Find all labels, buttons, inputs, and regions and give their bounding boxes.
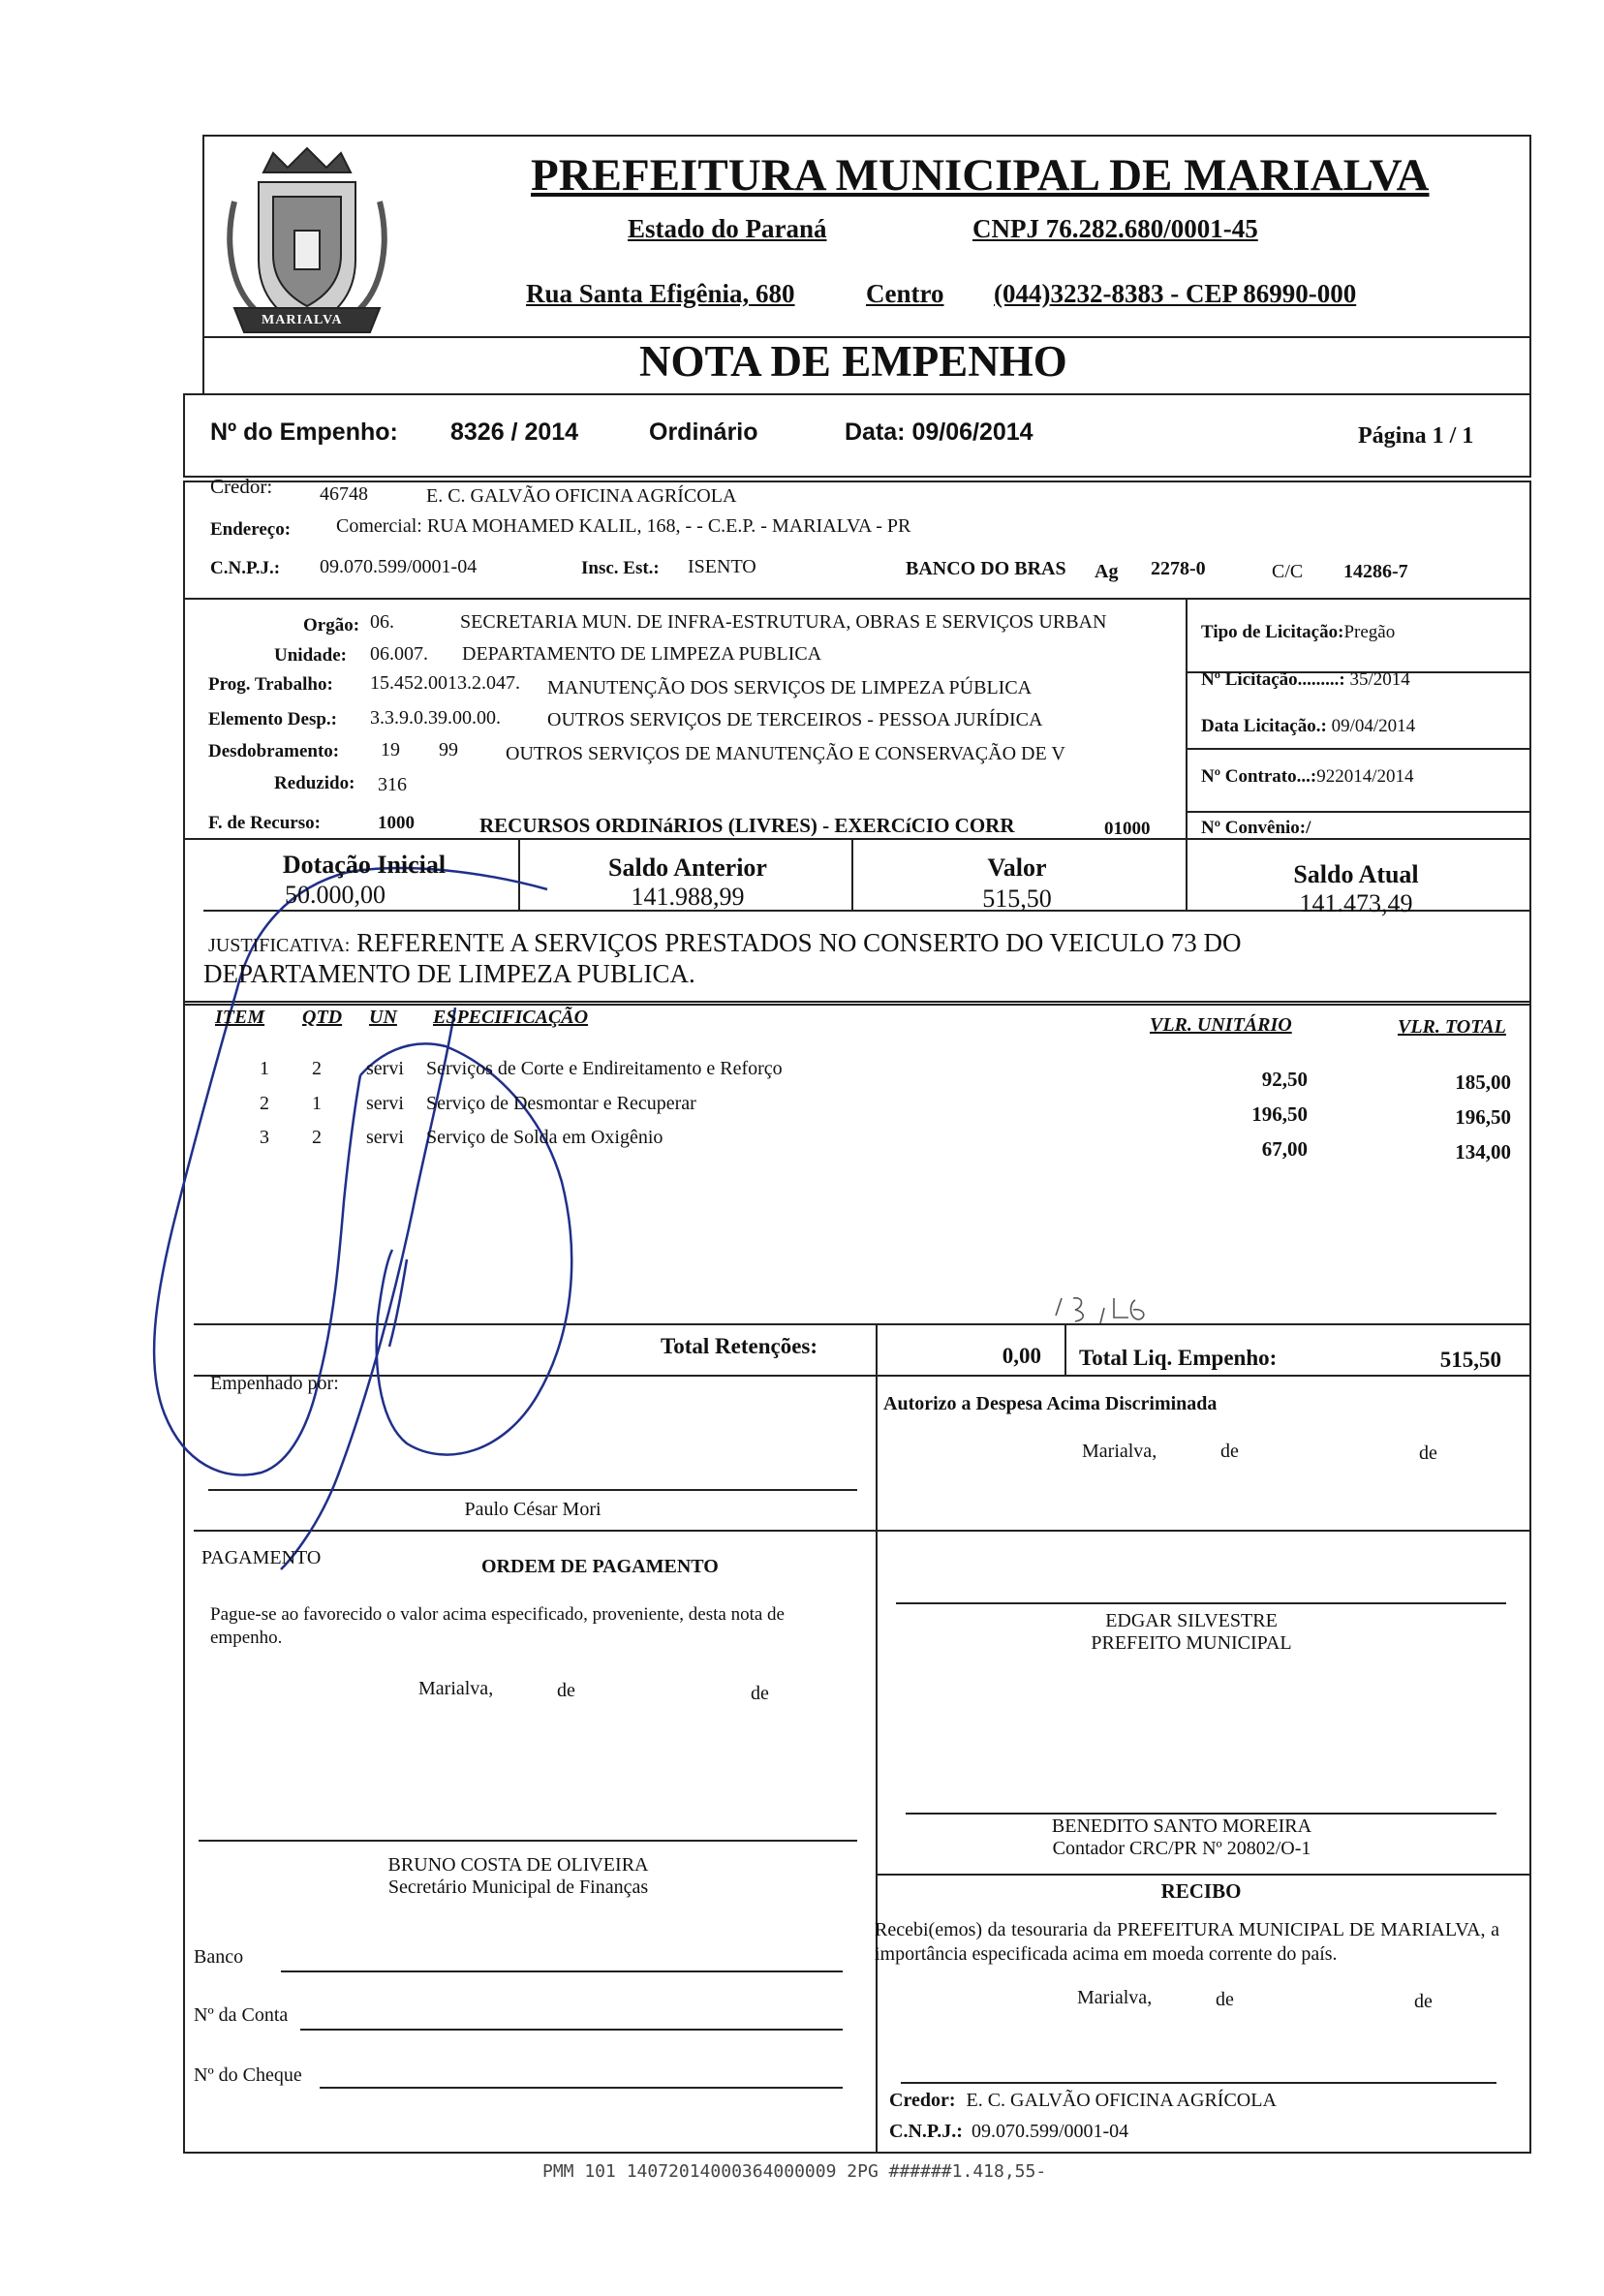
desd-code2: 99	[439, 739, 458, 760]
credor-label: Credor:	[210, 475, 273, 498]
insc-label: Insc. Est.:	[581, 558, 660, 578]
credor-code: 46748	[320, 483, 368, 505]
municipal-crest-logo	[215, 143, 399, 337]
row-qtd: 2	[312, 1058, 322, 1079]
unidade-name: DEPARTAMENTO DE LIMPEZA PUBLICA	[462, 643, 822, 665]
ordem-pagamento-title: ORDEM DE PAGAMENTO	[481, 1556, 719, 1577]
empenho-number: 8326 / 2014	[450, 419, 579, 446]
unidade-label: Unidade:	[274, 645, 347, 666]
col-un: UN	[369, 1007, 397, 1028]
pagamento-de1: de	[557, 1680, 575, 1701]
header-state: Estado do Paraná	[628, 214, 827, 243]
row-item: 1	[260, 1058, 269, 1079]
credor-address: Comercial: RUA MOHAMED KALIL, 168, - - C.E.P. - MARIALVA - PR	[336, 515, 911, 537]
recibo-cnpj-label: C.N.P.J.:	[889, 2121, 963, 2142]
saldo-anterior-value: 141.988,99	[631, 883, 745, 911]
bank-ag-label: Ag	[1095, 561, 1119, 582]
reduzido-code: 316	[378, 774, 407, 795]
row-item: 2	[260, 1093, 269, 1114]
crest-ribbon-label: MARIALVA	[262, 313, 343, 327]
empenhado-signer: Paulo César Mori	[464, 1499, 602, 1520]
dotacao-label: Dotação Inicial	[282, 851, 447, 879]
empenho-page: Página 1 / 1	[1358, 423, 1474, 449]
justificativa	[208, 930, 1241, 956]
row-spec: Serviço de Solda em Oxigênio	[426, 1127, 663, 1148]
doc-title: NOTA DE EMPENHO	[639, 337, 1067, 386]
credor-name: E. C. GALVÃO OFICINA AGRÍCOLA	[426, 485, 737, 507]
fonte-label: F. de Recurso:	[208, 813, 321, 833]
contador-name: BENEDITO SANTO MOREIRA	[1051, 1815, 1312, 1837]
fonte-code: 1000	[378, 813, 415, 833]
bank-name: BANCO DO BRAS	[906, 558, 1066, 579]
prog-name: MANUTENÇÃO DOS SERVIÇOS DE LIMPEZA PÚBLICA	[547, 677, 1033, 698]
bruno-role: Secretário Municipal de Finanças	[387, 1877, 649, 1898]
total-liquido-label: Total Liq. Empenho:	[1079, 1346, 1278, 1370]
header-phone-cep: (044)3232-8383 - CEP 86990-000	[994, 279, 1357, 308]
elem-code: 3.3.9.0.39.00.00.	[370, 707, 501, 729]
row-un: servi	[366, 1058, 404, 1079]
autorizo-place: Marialva,	[1082, 1441, 1157, 1462]
elem-label: Elemento Desp.:	[208, 709, 337, 729]
justificativa-line2: DEPARTAMENTO DE LIMPEZA PUBLICA.	[203, 959, 695, 988]
valor-value: 515,50	[982, 884, 1052, 913]
elem-name: OUTROS SERVIÇOS DE TERCEIROS - PESSOA JURÍDICA	[547, 709, 1043, 730]
address-label: Endereço:	[210, 519, 292, 540]
row-unit: 92,50	[1261, 1068, 1308, 1091]
pagamento-place: Marialva,	[418, 1678, 494, 1699]
licitacao-tipo-value: Pregão	[1343, 622, 1396, 642]
bank-cc: 14286-7	[1343, 561, 1408, 582]
header-street: Rua Santa Efigênia, 680	[526, 279, 795, 308]
crest-ribbon-text	[262, 314, 342, 327]
row-un: servi	[366, 1127, 404, 1148]
header-title: PREFEITURA MUNICIPAL DE MARIALVA	[531, 150, 1430, 201]
col-qtd: QTD	[302, 1007, 343, 1028]
empenho-date: Data: 09/06/2014	[845, 419, 1033, 446]
row-qtd: 1	[312, 1093, 322, 1114]
row-unit: 196,50	[1251, 1102, 1308, 1126]
total-retencoes-value: 0,00	[1002, 1344, 1041, 1368]
prefeito-role: PREFEITO MUNICIPAL	[1091, 1632, 1292, 1654]
bank-cc-label: C/C	[1272, 561, 1304, 582]
orgao-name: SECRETARIA MUN. DE INFRA-ESTRUTURA, OBRAS E SERVIÇOS URBAN	[460, 611, 1107, 633]
desd-name: OUTROS SERVIÇOS DE MANUTENÇÃO E CONSERVAÇÃO DE V	[506, 743, 1065, 764]
recibo-text: Recebi(emos) da tesouraria da PREFEITURA MUNICIPAL DE MARIALVA, a importância especificada acima em moeda corrente do país.	[875, 1919, 1499, 1965]
recibo-credor	[889, 2091, 1277, 2110]
contador-role: Contador CRC/PR Nº 20802/O-1	[1052, 1838, 1311, 1859]
licitacao-numero	[1201, 670, 1410, 689]
pagamento-label: PAGAMENTO	[201, 1547, 322, 1568]
recibo-cnpj-value: 09.070.599/0001-04	[971, 2121, 1129, 2142]
licitacao-numero-value: 35/2014	[1349, 669, 1410, 690]
col-spec: ESPECIFICAÇÃO	[433, 1007, 589, 1028]
justificativa-line1: REFERENTE A SERVIÇOS PRESTADOS NO CONSERTO DO VEICULO 73 DO	[356, 928, 1242, 957]
recibo-credor-label: Credor:	[889, 2090, 956, 2111]
licitacao-numero-label: Nº Licitação.........:	[1201, 669, 1345, 690]
saldo-anterior-label: Saldo Anterior	[608, 853, 767, 882]
bruno-name: BRUNO COSTA DE OLIVEIRA	[387, 1854, 649, 1876]
autorizo-de2: de	[1419, 1443, 1437, 1464]
recibo-credor-value: E. C. GALVÃO OFICINA AGRÍCOLA	[966, 2090, 1277, 2111]
prog-label: Prog. Trabalho:	[208, 674, 333, 695]
dotacao-value: 50.000,00	[285, 881, 386, 909]
desd-label: Desdobramento:	[208, 741, 340, 761]
cnpj-label: C.N.P.J.:	[210, 558, 281, 578]
fonte-name: RECURSOS ORDINáRIOS (LIVRES) - EXERCíCIO CORR	[479, 814, 1015, 837]
row-qtd: 2	[312, 1127, 322, 1148]
total-retencoes-label: Total Retenções:	[661, 1334, 818, 1358]
banco-label: Banco	[194, 1946, 244, 1968]
licitacao-tipo-label: Tipo de Licitação:	[1201, 622, 1344, 642]
saldo-atual-label: Saldo Atual	[1293, 860, 1419, 888]
credor-cnpj: 09.070.599/0001-04	[320, 556, 478, 577]
recibo-de1: de	[1216, 1989, 1234, 2010]
licitacao-data-label: Data Licitação.:	[1201, 716, 1327, 736]
fonte-code2: 01000	[1104, 819, 1151, 839]
valor-label: Valor	[987, 853, 1047, 882]
empenho-type: Ordinário	[649, 419, 758, 446]
bank-ag: 2278-0	[1151, 558, 1206, 579]
empenhado-label: Empenhado por:	[210, 1373, 339, 1394]
autorizo-de1: de	[1220, 1441, 1239, 1462]
unidade-code: 06.007.	[370, 643, 428, 665]
licitacao-data	[1201, 717, 1415, 735]
header-cnpj: CNPJ 76.282.680/0001-45	[972, 214, 1258, 243]
licitacao-data-value: 09/04/2014	[1331, 716, 1416, 736]
desd-code1: 19	[381, 739, 400, 760]
justificativa-label: JUSTIFICATIVA:	[208, 935, 351, 956]
row-un: servi	[366, 1093, 404, 1114]
licitacao-tipo	[1201, 623, 1395, 641]
col-item: ITEM	[215, 1007, 265, 1028]
licitacao-contrato-label: Nº Contrato...:	[1201, 766, 1317, 787]
licitacao-contrato	[1201, 767, 1413, 786]
col-total: VLR. TOTAL	[1398, 1016, 1506, 1038]
autorizo-text: Autorizo a Despesa Acima Discriminada	[883, 1393, 1218, 1414]
footer-machine-code: PMM 101 14072014000364000009 2PG ######1.418,55-	[542, 2161, 1047, 2182]
header-district: Centro	[866, 279, 944, 308]
reduzido-label: Reduzido:	[274, 773, 355, 793]
licitacao-convenio: Nº Convênio:/	[1201, 818, 1311, 838]
prefeito-name: EDGAR SILVESTRE	[1105, 1610, 1278, 1631]
row-total: 185,00	[1455, 1070, 1511, 1094]
pagamento-de2: de	[751, 1683, 769, 1704]
recibo-de2: de	[1414, 1991, 1433, 2012]
orgao-code: 06.	[370, 611, 394, 633]
row-spec: Serviço de Desmontar e Recuperar	[426, 1093, 696, 1114]
row-item: 3	[260, 1127, 269, 1148]
orgao-label: Orgão:	[303, 615, 360, 636]
recibo-cnpj	[889, 2122, 1128, 2141]
pagamento-text: Pague-se ao favorecido o valor acima especificado, proveniente, desta nota de empenho.	[210, 1604, 785, 1648]
total-liquido-value: 515,50	[1439, 1348, 1501, 1372]
recibo-title: RECIBO	[1160, 1879, 1242, 1903]
row-total: 134,00	[1455, 1140, 1511, 1164]
row-total: 196,50	[1455, 1105, 1511, 1129]
row-spec: Serviços de Corte e Endireitamento e Reforço	[426, 1058, 783, 1079]
col-unit-price: VLR. UNITÁRIO	[1150, 1014, 1292, 1036]
cheque-label: Nº do Cheque	[194, 2064, 302, 2086]
empenho-label: Nº do Empenho:	[210, 419, 398, 446]
row-unit: 67,00	[1261, 1137, 1308, 1161]
licitacao-contrato-value: 922014/2014	[1316, 766, 1414, 787]
conta-label: Nº da Conta	[194, 2004, 289, 2026]
prog-code: 15.452.0013.2.047.	[370, 672, 520, 694]
saldo-atual-value: 141.473,49	[1299, 889, 1413, 917]
credor-insc: ISENTO	[688, 556, 756, 577]
recibo-place: Marialva,	[1077, 1987, 1153, 2008]
